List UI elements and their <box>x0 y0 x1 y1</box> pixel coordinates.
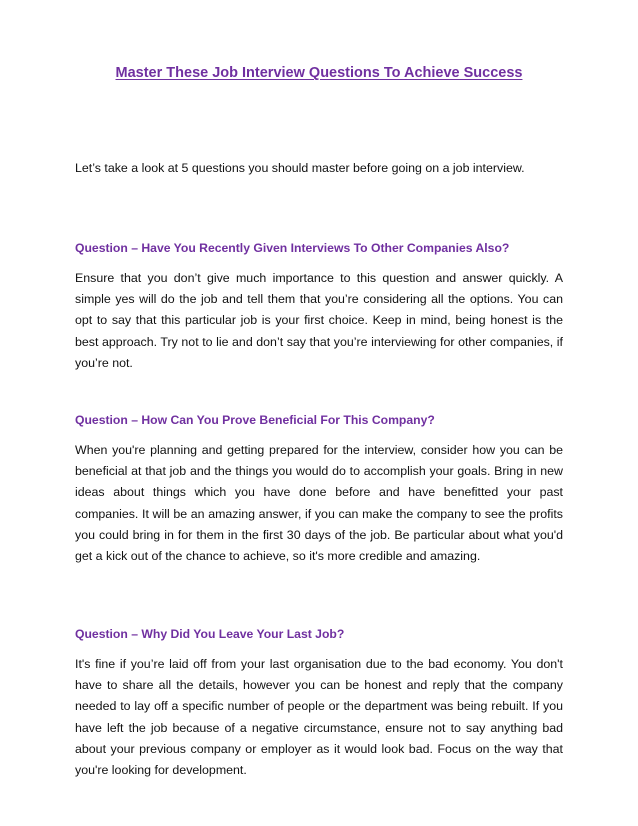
section-1-heading: Question – Have You Recently Given Interviews To Other Companies Also? <box>75 241 510 255</box>
section-2-body: When you're planning and getting prepared for the interview, consider how you can be beneficial at that job and the things you would do to accomplish your goals. Bring in new ideas about things which you have done before and have benefitted your past companies. It will be an amazing answer, if you can make the company to see the profits you could bring in for them in the first 30 days of the job. Be particular about what you'd get a kick out of the chance to achieve, so it's more credible and amazing. <box>75 443 563 564</box>
section-3-heading: Question – Why Did You Leave Your Last Job? <box>75 627 345 641</box>
section-1-body-block <box>75 268 563 374</box>
section-3-body-block <box>75 654 563 781</box>
section-2 <box>75 410 563 430</box>
document-title: Master These Job Interview Questions To Achieve Success <box>115 65 523 81</box>
intro-paragraph: Let’s take a look at 5 questions you should master before going on a job interview. <box>75 161 525 175</box>
section-1-body: Ensure that you don’t give much importance to this question and answer quickly. A simple yes will do the job and tell them that you’re considering all the options. You can opt to say that this particular job is your first choice. Keep in mind, being honest is the best approach. Try not to lie and don’t say that you’re interviewing for other companies, if you’re not. <box>75 271 563 370</box>
section-2-heading: Question – How Can You Prove Beneficial For This Company? <box>75 413 435 427</box>
section-1 <box>75 238 563 258</box>
section-3 <box>75 624 563 644</box>
intro-block <box>75 158 563 179</box>
section-2-body-block <box>75 440 563 567</box>
section-3-body: It's fine if you’re laid off from your last organisation due to the bad economy. You don't have to share all the details, however you can be honest and reply that the company needed to lay off a specific number of people or the department was being rebuilt. If you have left the job because of a negative circumstance, ensure not to say anything bad about your previous company or employer as it would look bad. Focus on the way that you're looking for development. <box>75 657 563 778</box>
